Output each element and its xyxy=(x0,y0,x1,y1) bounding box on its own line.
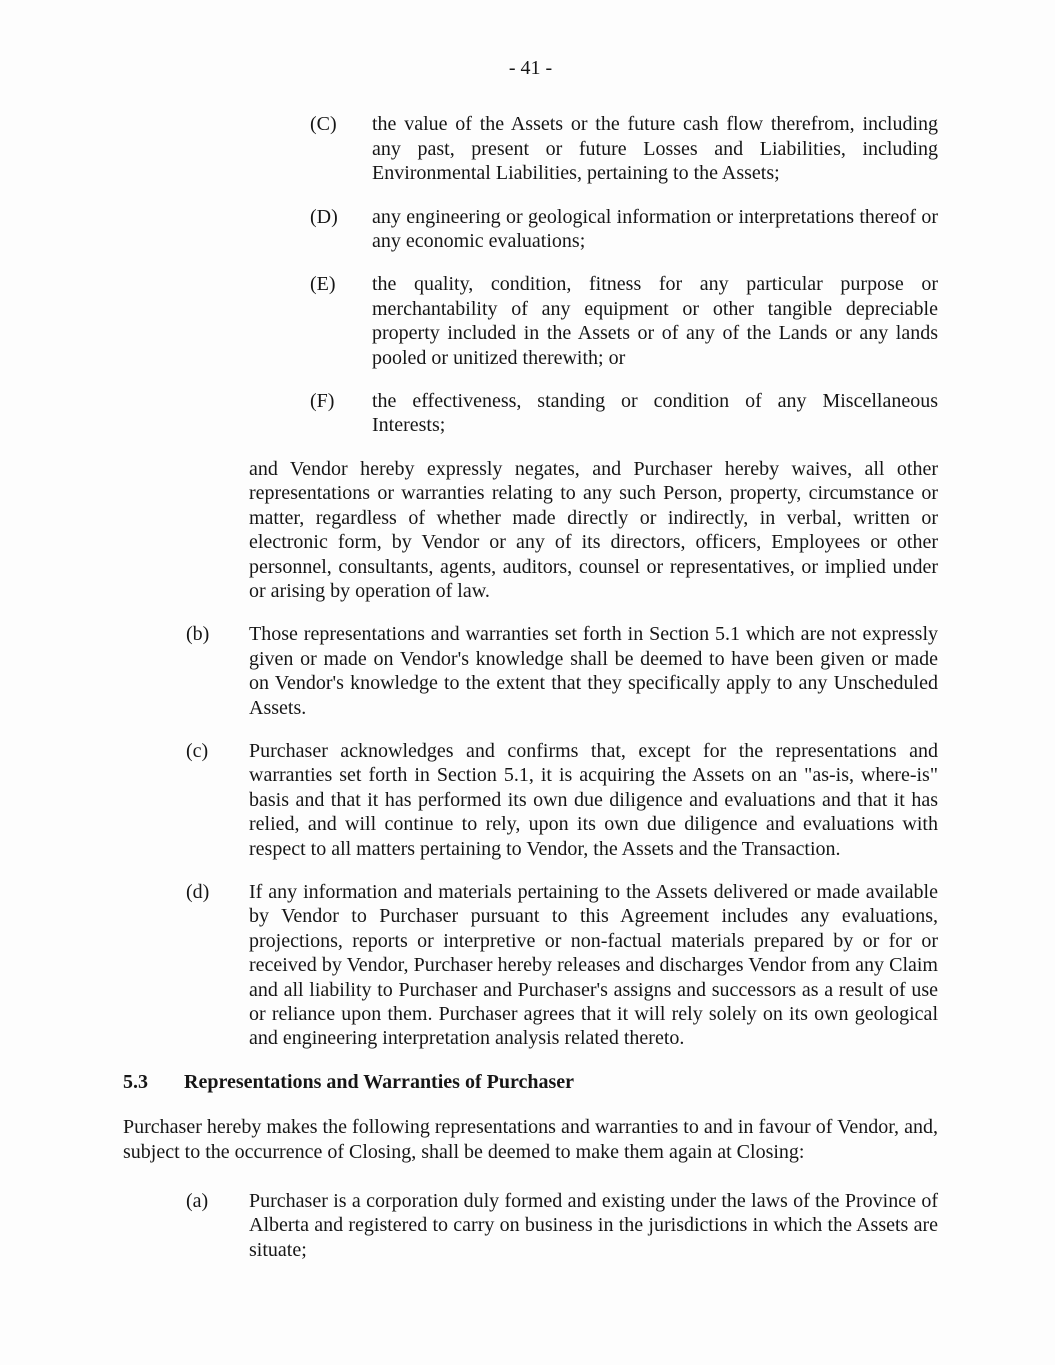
section-title: Representations and Warranties of Purchaser xyxy=(184,1070,574,1093)
paragraph-text: and Vendor hereby expressly negates, and Purchaser hereby waives, all other representations or warranties relating to any such Person, property, circumstance or matter, regardless of whether made directly or indirectly, in verbal, written or electronic form, by Vendor or any of its directors, officers, Employees or other personnel, consultants, agents, auditors, counsel or representatives, or implied under or arising by operation of law. xyxy=(249,457,938,602)
clause-text: any engineering or geological information or interpretations thereof or any economic evaluations; xyxy=(372,205,938,253)
clause-label: (D) xyxy=(310,205,338,228)
clause-text: If any information and materials pertaining to the Assets delivered or made available by Vendor to Purchaser pursuant to this Agreement includes any evaluations, projections, reports or interpretive or non-factual materials prepared by or for or received by Vendor, Purchaser hereby releases and discharges Vendor from any Claim and all liability to Purchaser and Purchaser's assigns and successors as a result of use or reliance upon them. Purchaser agrees that it will rely solely on its own geological and engineering interpretation analysis related thereto. xyxy=(249,880,938,1050)
clause-item-b xyxy=(123,622,938,720)
continuation-paragraph xyxy=(123,457,938,603)
clause-text: the quality, condition, fitness for any particular purpose or merchantability of any equipment or other tangible depreciable property included in the Assets or of any of the Lands or any lands pooled or unitized therewith; or xyxy=(372,273,938,369)
clause-item-F xyxy=(123,389,938,438)
section-intro-paragraph xyxy=(123,1115,938,1164)
section-number: 5.3 xyxy=(123,1070,148,1093)
clause-item-d xyxy=(123,880,938,1051)
section-heading xyxy=(123,1070,938,1094)
clause-text: the value of the Assets or the future cash flow therefrom, including any past, present or future Losses and Liabilities, including Environmental Liabilities, pertaining to the Assets; xyxy=(372,113,938,185)
clause-text: the effectiveness, standing or condition of any Miscellaneous Interests; xyxy=(372,390,938,437)
clause-label: (E) xyxy=(310,273,336,296)
clause-item-c xyxy=(123,739,938,861)
clause-item-E xyxy=(123,272,938,370)
clause-item-a xyxy=(123,1189,938,1262)
clause-text: Purchaser is a corporation duly formed and existing under the laws of the Province of Alberta and registered to carry on business in the jurisdictions in which the Assets are situate; xyxy=(249,1190,938,1261)
paragraph-text: Purchaser hereby makes the following representations and warranties to and in favour of Vendor, and, subject to the occurrence of Closing, shall be deemed to make them again at Closing: xyxy=(123,1116,938,1163)
clause-item-D xyxy=(123,205,938,254)
clause-item-C xyxy=(123,112,938,185)
clause-text: Purchaser acknowledges and confirms that, except for the representations and warranties set forth in Section 5.1, it is acquiring the Assets on an "as-is, where-is" basis and that it has performed its own due diligence and evaluations and that it has relied, and will continue to rely, upon its own due diligence and evaluations with respect to all matters pertaining to Vendor, the Assets and the Transaction. xyxy=(249,739,938,860)
clause-label: (c) xyxy=(186,739,209,762)
page-number: - 41 - xyxy=(508,57,553,79)
clause-text: Those representations and warranties set forth in Section 5.1 which are not expressly given or made on Vendor's knowledge shall be deemed to have been given or made on Vendor's knowledge to the extent that they specifically apply to any Unscheduled Assets. xyxy=(249,623,938,719)
clause-label: (F) xyxy=(310,390,335,413)
clause-label: (a) xyxy=(186,1190,209,1213)
clause-label: (d) xyxy=(186,880,210,903)
clause-label: (C) xyxy=(310,113,337,136)
clause-label: (b) xyxy=(186,623,210,646)
